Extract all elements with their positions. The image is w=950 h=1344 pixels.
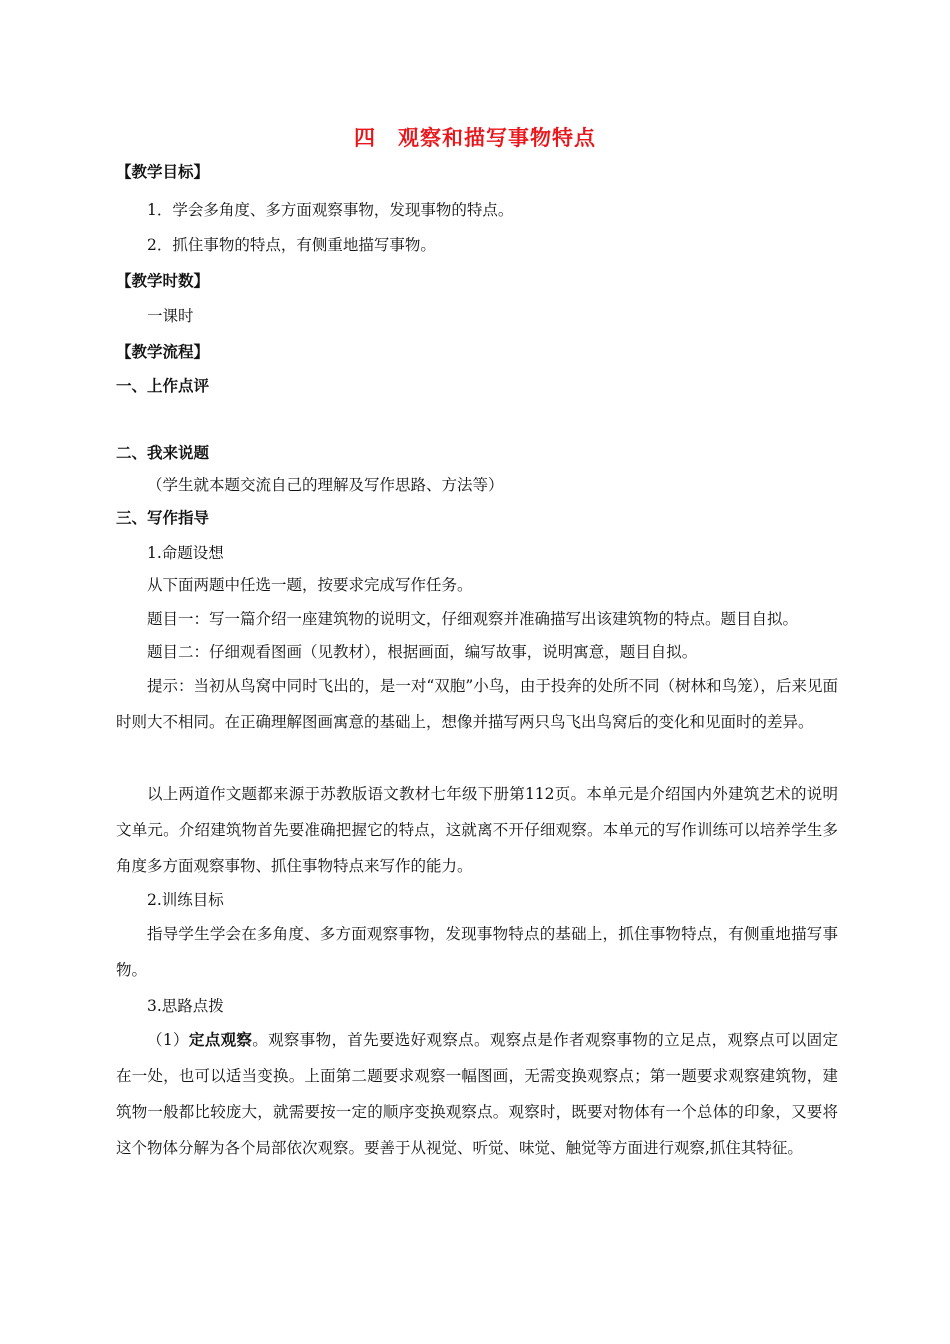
goal-item-2: 2．抓住事物的特点，有侧重地描写事物。	[147, 236, 436, 254]
source-paragraph: 以上两道作文题都来源于苏教版语文教材七年级下册第112页。本单元是介绍国内外建筑艺术的说明文单元。介绍建筑物首先要准确把握它的特点，这就离不开仔细观察。本单元的写作训练可以培养学生多角度多方面观察事物、抓住事物特点来写作的能力。	[116, 785, 838, 875]
subsection-1-line-1: 从下面两题中任选一题，按要求完成写作任务。	[147, 576, 473, 594]
page-title: 四 观察和描写事物特点	[354, 126, 596, 150]
goal-item-1: 1．学会多角度、多方面观察事物，发现事物的特点。	[147, 201, 514, 219]
subsection-1-line-3: 题目二：仔细观看图画（见教材），根据画面，编写故事，说明寓意，题目自拟。	[147, 643, 698, 661]
tip-1-keyword: 定点观察	[188, 1031, 253, 1049]
hours-heading: 【教学时数】	[116, 272, 210, 290]
flow-heading: 【教学流程】	[116, 343, 210, 361]
subsection-1-line-2: 题目一：写一篇介绍一座建筑物的说明文，仔细观察并准确描写出该建筑物的特点。题目自拟。	[147, 610, 799, 628]
subsection-2-heading: 2.训练目标	[147, 891, 224, 909]
part1-heading: 一、上作点评	[116, 377, 210, 395]
subsection-3-heading: 3.思路点拨	[147, 997, 224, 1015]
part2-heading: 二、我来说题	[116, 444, 210, 462]
hint-paragraph: 提示：当初从鸟窝中同时飞出的，是一对“双胞”小鸟，由于投奔的处所不同（树林和鸟笼），后来见面时则大不相同。在正确理解图画寓意的基础上，想像并描写两只鸟飞出鸟窝后的变化和见面时的差异。	[116, 677, 838, 731]
subsection-1-heading: 1.命题设想	[147, 544, 224, 562]
part2-note: （学生就本题交流自己的理解及写作思路、方法等）	[147, 476, 504, 494]
tip-1-paragraph	[116, 1022, 838, 1166]
tip-1-prefix: （1）	[147, 1031, 189, 1049]
hours-value: 一课时	[147, 307, 194, 325]
part3-heading: 三、写作指导	[116, 509, 210, 527]
tip-1-text: 。观察事物，首先要选好观察点。观察点是作者观察事物的立足点，观察点可以固定在一处，也可以适当变换。上面第二题要求观察一幅图画，无需变换观察点；第一题要求观察建筑物，建筑物一般都比较庞大，就需要按一定的顺序变换观察点。观察时，既要对物体有一个总体的印象，又要将这个物体分解为各个局部依次观察。要善于从视觉、听觉、味觉、触觉等方面进行观察,抓住其特征。	[116, 1031, 838, 1157]
goals-heading: 【教学目标】	[116, 163, 210, 181]
subsection-2-paragraph: 指导学生学会在多角度、多方面观察事物，发现事物特点的基础上，抓住事物特点，有侧重地描写事物。	[116, 925, 838, 979]
